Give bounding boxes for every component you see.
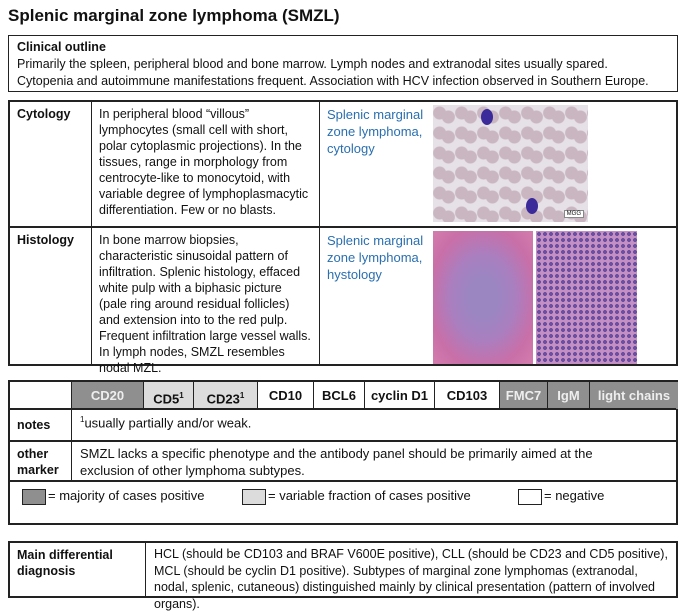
lymphocyte-mark — [526, 198, 538, 214]
legend-majority: = majority of cases positive — [22, 488, 204, 505]
notes-label: notes — [10, 410, 72, 440]
marker-cd10: CD10 — [258, 382, 314, 409]
marker-cd20: CD20 — [72, 382, 144, 409]
lymphocyte-mark — [481, 109, 493, 125]
histology-text: In bone marrow biopsies, characteristic sinusoidal pattern of infiltration. Splenic histology, effaced white pulp with a biphasic picture (pale ring around residual follicles) and extension into to the red pulp. Frequent infiltration large vessel walls. In lymph nodes, SMZL resembles nodal MZL. — [92, 228, 320, 364]
histology-label: Histology — [10, 228, 92, 364]
clinical-outline — [8, 35, 678, 92]
marker-igm: IgM — [548, 382, 590, 409]
marker-corner — [10, 382, 72, 409]
marker-cd103: CD103 — [435, 382, 500, 409]
marker-cyclin-d1: cyclin D1 — [365, 382, 435, 409]
notes-text: $^1$usually partially and/or weak. — [80, 415, 252, 431]
legend-variable: = variable fraction of cases positive — [242, 488, 471, 505]
marker-light-chains: light chains — [590, 382, 678, 409]
differential-label: Main differential diagnosis — [10, 543, 146, 596]
swatch-majority — [22, 489, 46, 505]
other-marker-text: SMZL lacks a specific phenotype and the antibody panel should be primarily aimed at the exclusion of other lymphoma subtypes. — [80, 446, 593, 478]
histology-link[interactable]: Splenic marginal zone lymphoma, hystology — [327, 233, 424, 282]
cytology-link[interactable]: Splenic marginal zone lymphoma, cytology — [327, 107, 424, 156]
clinical-line: Cytopenia and autoimmune manifestations frequent. Association with HCV infection observed in Southern Europe. — [17, 74, 649, 88]
legend-negative: = negative — [518, 488, 604, 505]
differential-diagnosis — [8, 541, 678, 611]
other-marker-label: other marker — [10, 442, 72, 480]
differential-text: HCL (should be CD103 and BRAF V600E positive), CLL (should be CD23 and CD5 positive), MCL (should be cyclin D1 positive). Subtypes of marginal zone lymphomas (extranodal, nodal, splenic, cutaneous) distinguished mainly by clinical presentation (pattern of involved organs). — [154, 547, 668, 611]
stain-label: MGG — [564, 210, 584, 218]
clinical-heading: Clinical outline — [17, 40, 106, 54]
swatch-negative — [518, 489, 542, 505]
swatch-variable — [242, 489, 266, 505]
cytology-image — [433, 105, 588, 222]
cytology-text: In peripheral blood “villous” lymphocytes (small cell with short, polar cytoplasmic projections). In the tissues, range in morphology from centrocyte-like to monocytoid, with variable degree of lymphoplasmacytic differentiation. Few or no blasts. — [92, 102, 320, 226]
marker-fmc7: FMC7 — [500, 382, 548, 409]
page-title: Splenic marginal zone lymphoma (SMZL) — [8, 6, 340, 25]
histology-image-high — [536, 231, 637, 364]
marker-bcl6: BCL6 — [314, 382, 365, 409]
marker-cd5: $CD5^1$ — [144, 382, 194, 409]
cytology-label: Cytology — [10, 102, 92, 226]
marker-cd23: $CD23^1$ — [194, 382, 258, 409]
clinical-line: Primarily the spleen, peripheral blood and bone marrow. Lymph nodes and extranodal sites usually spared. — [17, 57, 608, 71]
morphology-table — [8, 100, 678, 375]
histology-image-low — [433, 231, 533, 364]
